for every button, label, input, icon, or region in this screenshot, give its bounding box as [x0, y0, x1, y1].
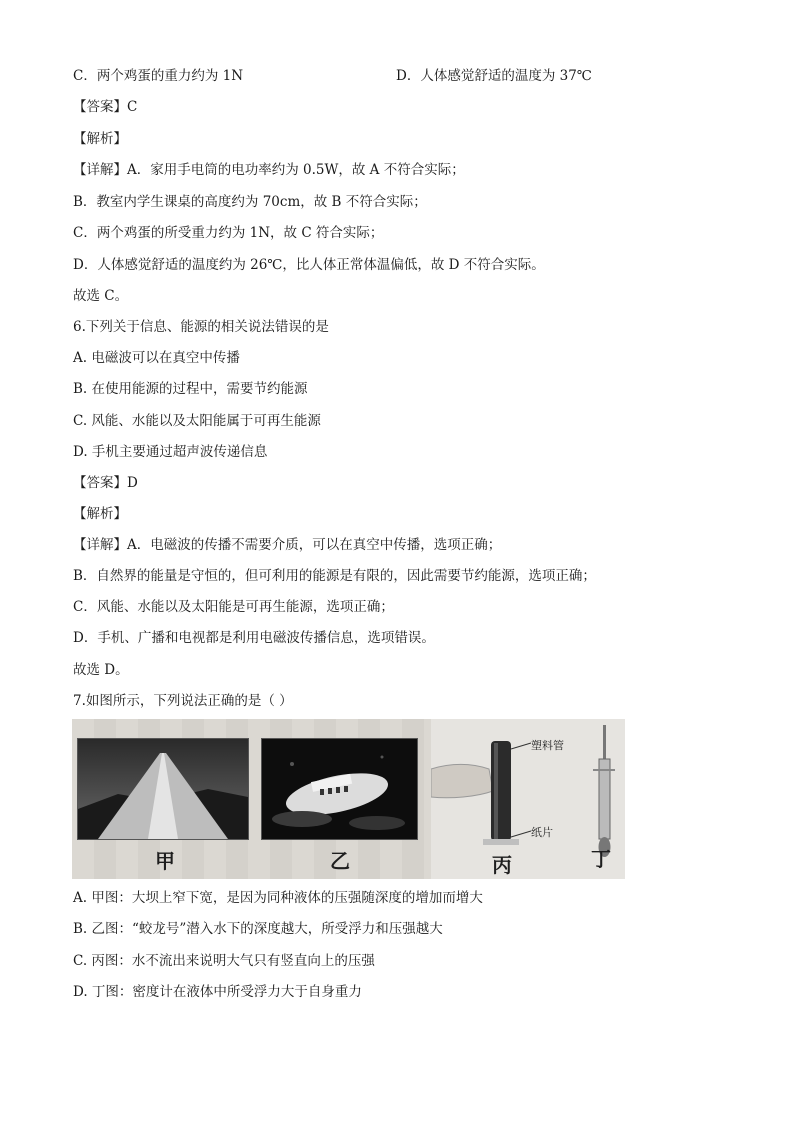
q5-conclusion: 故选 C。: [73, 288, 129, 304]
q7-option-d: D. 丁图：密度计在液体中所受浮力大于自身重力: [73, 984, 362, 1000]
q7-option-b: B. 乙图：“蛟龙号”潜入水下的深度越大，所受浮力和压强越大: [73, 921, 443, 937]
q5-detail-c: C．两个鸡蛋的所受重力约为 1N，故 C 符合实际；: [73, 225, 384, 241]
q6-option-b: B. 在使用能源的过程中，需要节约能源: [73, 381, 308, 397]
caption-yi: 乙: [330, 849, 350, 873]
q6-detail-b: B．自然界的能量是守恒的，但可利用的能源是有限的，因此需要节约能源，选项正确；: [73, 568, 596, 584]
q7-figure: [72, 719, 625, 879]
q7-option-a: A. 甲图：大坝上窄下宽，是因为同种液体的压强随深度的增加而增大: [73, 890, 483, 906]
q6-option-a: A. 电磁波可以在真空中传播: [73, 350, 240, 366]
q6-conclusion: 故选 D。: [73, 662, 129, 678]
caption-jia: 甲: [155, 849, 175, 873]
q6-analysis: 【解析】: [73, 506, 127, 522]
q5-answer: 【答案】C: [73, 99, 138, 115]
q6-option-c: C. 风能、水能以及太阳能属于可再生能源: [73, 413, 321, 429]
submersible-illustration: [262, 739, 417, 839]
q6-detail-d: D．手机、广播和电视都是利用电磁波传播信息，选项错误。: [73, 630, 435, 646]
q5-detail-d: D．人体感觉舒适的温度约为 26℃，比人体正常体温偏低，故 D 不符合实际。: [73, 257, 545, 273]
panel-jia-dam-photo: [77, 738, 249, 840]
q5-option-d: D．人体感觉舒适的温度为 37℃: [396, 68, 592, 84]
label-paper-card: 纸片: [531, 826, 553, 839]
q6-detail-c: C．风能、水能以及太阳能是可再生能源，选项正确；: [73, 599, 394, 615]
caption-ding: 丁: [591, 847, 611, 871]
panel-yi-submersible-photo: [261, 738, 418, 840]
q6-detail-a: 【详解】A．电磁波的传播不需要介质，可以在真空中传播，选项正确；: [73, 537, 502, 553]
q5-option-c: C．两个鸡蛋的重力约为 1N: [73, 68, 244, 84]
q5-detail-a: 【详解】A．家用手电筒的电功率约为 0.5W，故 A 不符合实际；: [73, 162, 465, 178]
q6-option-d: D. 手机主要通过超声波传递信息: [73, 444, 268, 460]
q5-detail-b: B．教室内学生课桌的高度约为 70cm，故 B 不符合实际；: [73, 194, 427, 210]
q6-stem: 6.下列关于信息、能源的相关说法错误的是: [73, 319, 329, 335]
q7-option-c: C. 丙图：水不流出来说明大气只有竖直向上的压强: [73, 953, 375, 969]
q6-answer: 【答案】D: [73, 475, 138, 491]
q7-stem: 7.如图所示，下列说法正确的是（ ）: [73, 693, 293, 709]
dam-illustration: [78, 739, 248, 839]
caption-bing: 丙: [492, 853, 512, 877]
q5-analysis: 【解析】: [73, 131, 127, 147]
label-plastic-tube: 塑料管: [531, 739, 564, 752]
